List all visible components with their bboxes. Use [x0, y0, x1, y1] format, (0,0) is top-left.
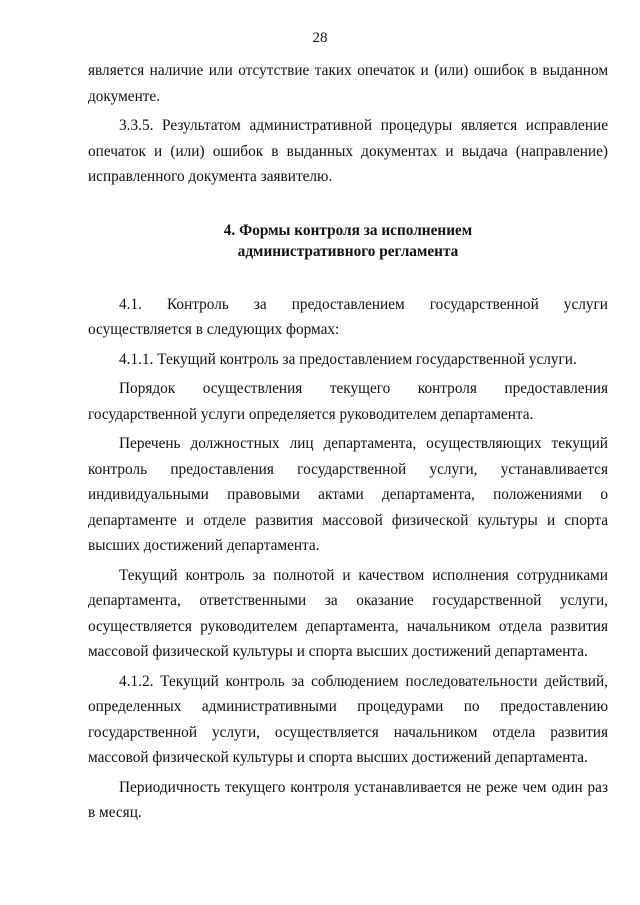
paragraph-order: Порядок осуществления текущего контроля предоставления государственной услуги определяется руководителем департамента.: [88, 380, 608, 423]
paragraph-periodicity: Периодичность текущего контроля устанавливается не реже чем один раз в месяц.: [88, 778, 608, 821]
paragraph-continued: является наличие или отсутствие таких опечаток и (или) ошибок в выданном документе.: [88, 62, 608, 105]
paragraph-3-3-5: 3.3.5. Результатом административной процедуры является исправление опечаток и (или) ошибок в выданных документах и выдача (направление) исправленного документа заявителю.: [88, 117, 608, 185]
document-body: [88, 58, 608, 826]
paragraph-quality-control: Текущий контроль за полнотой и качеством исполнения сотрудниками департамента, ответственными за оказание государственной услуги, осуществляется руководителем департамента, начальником отдела развития массовой физической культуры и спорта высших достижений департамента.: [88, 566, 608, 660]
paragraph-4-1: 4.1. Контроль за предоставлением государственной услуги осуществляется в следующих формах:: [88, 295, 608, 338]
section-heading-line-1: 4. Формы контроля за исполнением: [223, 221, 473, 239]
section-heading-line-2: административного регламента: [237, 242, 459, 260]
paragraph-4-1-2: 4.1.2. Текущий контроль за соблюдением последовательности действий, определенных административными процедурами по предоставлению государственной услуги, осуществляется начальником отдела развития массовой физической культуры и спорта высших достижений департамента.: [88, 672, 608, 766]
section-heading: [88, 220, 608, 262]
page-number: 28: [312, 30, 328, 46]
paragraph-officials-list: Перечень должностных лиц департамента, осуществляющих текущий контроль предоставления государственной услуги, устанавливается индивидуальными правовыми актами департамента, положениями о департаменте и отделе развития массовой физической культуры и спорта высших достижений департамента.: [88, 435, 608, 554]
paragraph-4-1-1: 4.1.1. Текущий контроль за предоставлением государственной услуги.: [119, 350, 577, 368]
